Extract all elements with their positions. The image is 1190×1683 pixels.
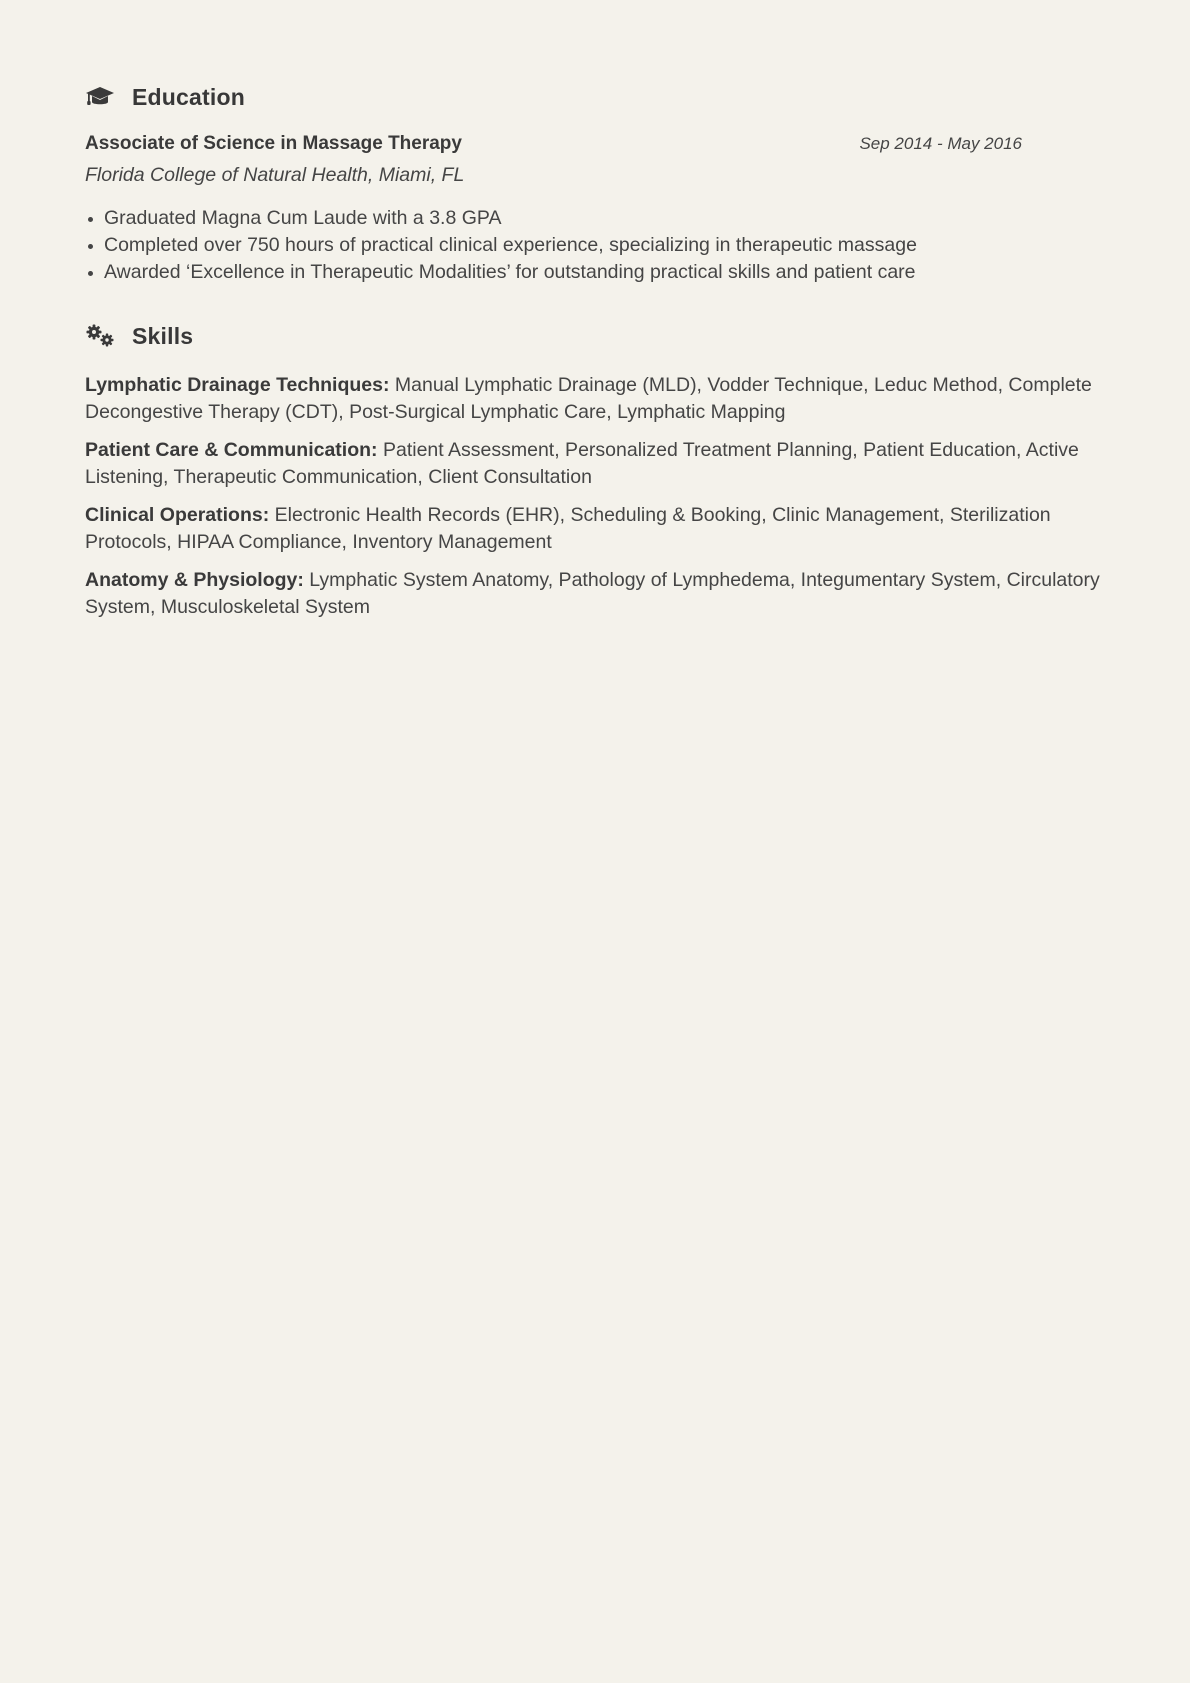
degree-dates: Sep 2014 - May 2016	[859, 134, 1022, 153]
graduation-cap-icon	[85, 83, 117, 111]
skill-group-items: Manual Lymphatic Drainage (MLD), Vodder Technique, Leduc Method, Complete Decongestive Therapy (CDT), Post-Surgical Lymphatic Care, Lymphatic Mapping	[85, 374, 1092, 423]
degree-row	[85, 133, 1022, 155]
gears-icon	[85, 322, 117, 350]
skill-group-items: Lymphatic System Anatomy, Pathology of Lymphedema, Integumentary System, Circulatory System, Musculoskeletal System	[85, 569, 1100, 618]
skill-group-label: Clinical Operations:	[85, 504, 270, 526]
education-entry	[85, 133, 1105, 286]
skills-section	[85, 319, 1105, 621]
skills-title: Skills	[132, 322, 194, 349]
list-item: Awarded ‘Excellence in Therapeutic Modalities’ for outstanding practical skills and patient care	[85, 259, 1105, 286]
skill-group-label: Patient Care & Communication:	[85, 439, 378, 461]
skill-group-label: Anatomy & Physiology:	[85, 569, 304, 591]
education-heading	[85, 80, 1105, 114]
skill-group	[85, 372, 1105, 426]
degree-name: Associate of Science in Massage Therapy	[85, 133, 462, 154]
education-section	[85, 80, 1105, 286]
skill-group-label: Lymphatic Drainage Techniques:	[85, 374, 390, 396]
skill-group	[85, 502, 1105, 556]
skill-group	[85, 567, 1105, 621]
list-item: Graduated Magna Cum Laude with a 3.8 GPA	[85, 205, 1105, 232]
education-highlights	[85, 205, 1105, 286]
skill-group-items: Patient Assessment, Personalized Treatment Planning, Patient Education, Active Listening, Therapeutic Communication, Client Consultation	[85, 439, 1079, 488]
skill-group-items: Electronic Health Records (EHR), Scheduling & Booking, Clinic Management, Sterilization Protocols, HIPAA Compliance, Inventory Management	[85, 504, 1051, 553]
skill-groups	[85, 372, 1105, 621]
school-name: Florida College of Natural Health, Miami, FL	[85, 164, 465, 186]
list-item: Completed over 750 hours of practical clinical experience, specializing in therapeutic massage	[85, 232, 1105, 259]
skills-heading	[85, 319, 1105, 353]
skill-group	[85, 437, 1105, 491]
education-title: Education	[132, 83, 245, 110]
